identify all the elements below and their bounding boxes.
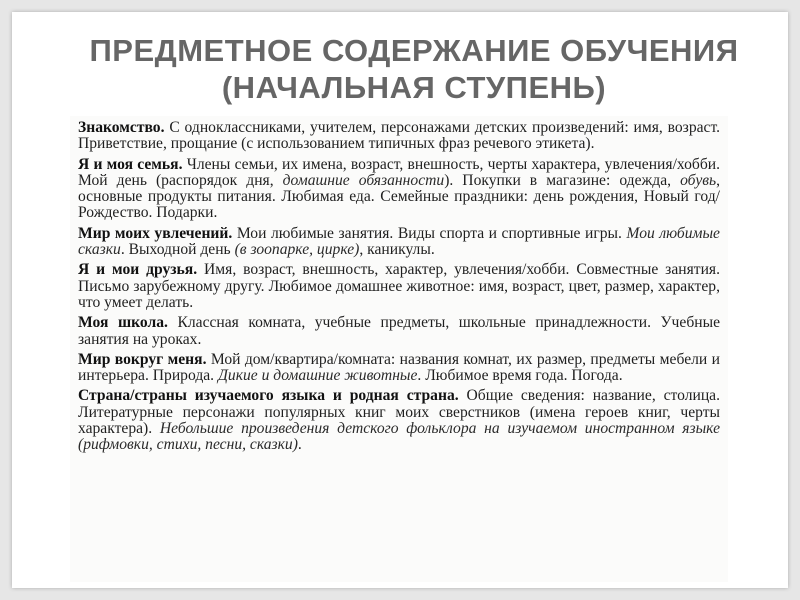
section-text: Мои любимые занятия. Виды спорта и спортивные игры.: [232, 224, 627, 242]
section-text: . Любимое время года. Погода.: [417, 367, 623, 385]
slide-title: [34, 32, 794, 106]
section-paragraph: [70, 258, 728, 311]
section-heading: Знакомство.: [78, 119, 165, 136]
section-text: Общие сведения: название, столица. Литературные персонажи популярных книг моих сверстников (имена героев книг, черты характера).: [78, 387, 721, 438]
section-text: Классная комната, учебные предметы, школьные принадлежности. Учебные занятия на уроках.: [78, 314, 720, 348]
section-text: Члены семьи, их имена, возраст, внешность, черты характера, увлечения/хобби. Мой день (распорядок дня,: [78, 155, 721, 189]
section-text: , основные продукты питания. Любимая еда. Семейные праздники: день рождения, Новый год/Рождество. Подарки.: [78, 171, 721, 222]
section-paragraph: [70, 348, 728, 385]
section-paragraph: [70, 153, 728, 222]
section-text: Имя, возраст, внешность, характер, увлечения/хобби. Совместные занятия. Письмо зарубежному другу. Любимое домашнее животное: имя, возраст, цвет, размер, характер, что умеет делать.: [78, 261, 721, 311]
section-italic-text: Небольшие произведения детского фольклора на изучаемом иностранном языке (рифмовки, стихи, песни, сказки): [78, 420, 720, 454]
section-text: Мой дом/квартира/комната: названия комнат, их размер, предметы мебели и интерьера. Природа.: [78, 350, 720, 385]
section-paragraph: [70, 116, 728, 153]
section-italic-text: (в зоопарке, цирке): [234, 241, 360, 259]
section-text: . Выходной день: [120, 241, 235, 259]
section-heading: Моя школа.: [78, 314, 168, 332]
scanned-text-image: [70, 116, 728, 582]
section-italic-text: Мои любимые сказки: [78, 224, 720, 259]
section-text: ). Покупки в магазине: одежда,: [444, 171, 681, 189]
slide-title-line2: (НАЧАЛЬНАЯ СТУПЕНЬ): [221, 70, 607, 105]
section-text: .: [297, 436, 302, 454]
slide-title-line1: ПРЕДМЕТНОЕ СОДЕРЖАНИЕ ОБУЧЕНИЯ: [89, 33, 739, 68]
section-italic-text: обувь: [680, 171, 717, 189]
section-heading: Мир вокруг меня.: [78, 350, 207, 368]
section-italic-text: Дикие и домашние животные: [217, 367, 418, 385]
section-text: , каникулы.: [359, 241, 435, 259]
section-paragraph: [70, 222, 728, 259]
section-heading: Я и моя семья.: [78, 155, 183, 173]
section-heading: Я и мои друзья.: [78, 261, 198, 279]
section-text: С одноклассниками, учителем, персонажами детских произведений: имя, возраст. Приветствие, прощание (с использованием типичных фраз речевого этикета).: [78, 119, 720, 153]
section-heading: Страна/страны изучаемого языка и родная страна.: [78, 387, 459, 405]
section-paragraph: [70, 311, 728, 348]
section-paragraph: [70, 384, 728, 453]
section-italic-text: домашние обязанности: [282, 171, 445, 189]
section-heading: Мир моих увлечений.: [78, 224, 233, 242]
